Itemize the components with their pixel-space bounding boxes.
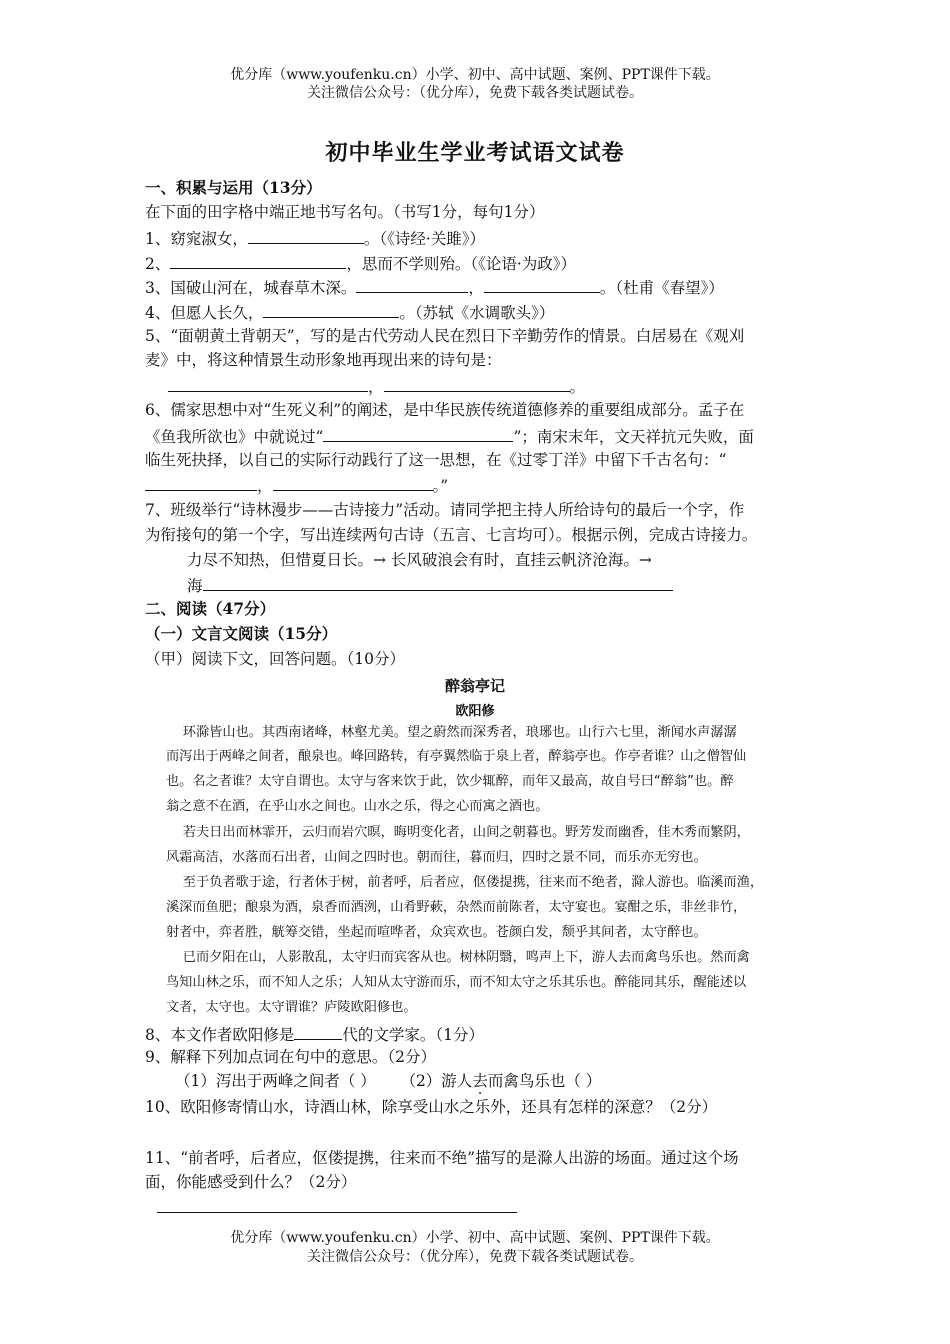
question-11-line-2: 面，你能感受到什么？（2分） (145, 1173, 357, 1191)
section-1-instruction: 在下面的田字格中端正地书写名句。（书写1分，每句1分） (145, 203, 545, 221)
passage-line: 溪深而鱼肥；酿泉为酒，泉香而酒洌，山肴野蔌，杂然而前陈者，太守宴也。宴酣之乐，非丝非竹， (166, 900, 747, 915)
question-3: 3、国破山河在，城春草木深。 ， 。（杜甫《春望》） (145, 276, 724, 298)
answer-blank[interactable] (263, 301, 399, 318)
answer-blank[interactable] (170, 252, 346, 269)
header-line-2: 关注微信公众号：（优分库），免费下载各类试题试卷。 (307, 85, 643, 101)
question-6-line-3: 临生死抉择，以自己的实际行动践行了这一思想，在《过零丁洋》中留下千古名句：“ (145, 451, 727, 469)
question-2: 2、 ，思而不学则殆。（《论语·为政》） (145, 252, 576, 274)
subsection-classical: （一）文言文阅读（15分） (145, 624, 338, 643)
passage-title: 醉翁亭记 (444, 677, 505, 695)
passage-line: 至于负者歌于途，行者休于树，前者呼，后者应，伛偻提携，往来而不绝者，滁人游也。临溪而渔， (166, 875, 764, 890)
question-10: 10、欧阳修寄情山水，诗酒山林，除享受山水之乐外，还具有怎样的深意？（2分） (145, 1098, 718, 1116)
section-2-heading: 二、阅读（47分） (145, 599, 276, 618)
answer-blank[interactable] (248, 227, 364, 244)
question-9-items: （1）泻出于两峰之间者（ ） （2）游人去而禽鸟乐也（ ） (175, 1072, 602, 1090)
footer-line-2: 关注微信公众号：（优分库），免费下载各类试题试卷。 (307, 1249, 643, 1265)
question-6-line-2: 《鱼我所欲也》中就说过“ ”；南宋末年，文天祥抗元失败，面 (145, 425, 754, 447)
footer-line-1: 优分库（www.youfenku.cn）小学、初中、高中试题、案例、PPT课件下载。 (230, 1230, 720, 1246)
passage-line: 射者中，弈者胜，觥筹交错，坐起而喧哗者，众宾欢也。苍颜白发，颓乎其间者，太守醉也。 (166, 925, 707, 940)
question-1: 1、窈窕淑女， 。（《诗经·关雎》） (145, 227, 485, 249)
question-8: 8、本文作者欧阳修是 代的文学家。（1分） (145, 1023, 484, 1045)
passage-line: 而泻出于两峰之间者，酿泉也。峰回路转，有亭翼然临于泉上者，醉翁亭也。作亭者谁？山之僧智仙 (166, 749, 747, 764)
question-9: 9、解释下列加点词在句中的意思。（2分） (145, 1048, 436, 1066)
passage-line: 翁之意不在酒，在乎山水之间也。山水之乐，得之心而寓之酒也。 (166, 799, 549, 814)
passage-line: 风霜高洁，水落而石出者，山间之四时也。朝而往，暮而归，四时之景不同，而乐亦无穷也。 (166, 850, 707, 865)
section-1-heading: 一、积累与运用（13分） (145, 178, 322, 197)
passage-author: 欧阳修 (455, 704, 495, 719)
answer-blank[interactable] (145, 474, 257, 491)
question-5-line-1: 5、“面朝黄土背朝天”，写的是古代劳动人民在烈日下辛勤劳作的情景。白居易在《观刈 (145, 327, 745, 345)
answer-blank[interactable] (168, 375, 368, 392)
emphasis-dot-char: 去 (472, 1072, 488, 1090)
passage-line: 也。名之者谁？太守自谓也。太守与客来饮于此，饮少辄醉，而年又最高，故自号曰“醉翁”也。醉 (166, 774, 734, 789)
page-title: 初中毕业生学业考试语文试卷 (325, 140, 625, 166)
answer-blank[interactable] (484, 276, 600, 293)
question-11-line-1: 11、“前者呼，后者应，伛偻提携，往来而不绝”描写的是滁人出游的场面。通过这个场 (145, 1149, 739, 1167)
passage-line: 鸟知山林之乐，而不知人之乐；人知从太守游而乐，而不知太守之乐其乐也。醉能同其乐，醒能述以 (166, 975, 747, 990)
question-6-line-4: ， 。” (145, 474, 448, 496)
passage-line: 环滁皆山也。其西南诸峰，林壑尤美。望之蔚然而深秀者，琅琊也。山行六七里，渐闻水声潺潺 (166, 725, 737, 740)
question-7-example: 力尽不知热，但惜夏日长。→ 长风破浪会有时，直挂云帆济沧海。→ (187, 551, 652, 569)
answer-blank[interactable] (273, 474, 433, 491)
question-7-line-1: 7、班级举行“诗林漫步——古诗接力”活动。请同学把主持人所给诗句的最后一个字，作 (145, 501, 745, 519)
answer-blank[interactable] (384, 375, 570, 392)
passage-line: 若夫日出而林霏开，云归而岩穴暝，晦明变化者，山间之朝暮也。野芳发而幽香，佳木秀而繁阴， (166, 825, 750, 840)
question-7-answer: 海 (187, 574, 673, 596)
question-5-answer: ， 。 (168, 375, 585, 397)
question-5-line-2: 麦》中，将这种情景生动形象地再现出来的诗句是： (145, 351, 502, 369)
answer-blank[interactable] (323, 425, 513, 442)
question-4: 4、但愿人长久， 。（苏轼《水调歌头》） (145, 301, 554, 323)
footnote-rule (157, 1212, 517, 1213)
subsection-a: （甲）阅读下文，回答问题。（10分） (145, 650, 405, 668)
answer-blank[interactable] (356, 276, 468, 293)
answer-blank[interactable] (203, 574, 673, 591)
passage-line: 文者，太守也。太守谓谁？庐陵欧阳修也。 (166, 1000, 417, 1015)
question-6-line-1: 6、儒家思想中对“生死义利”的阐述，是中华民族传统道德修养的重要组成部分。孟子在 (145, 401, 745, 419)
header-line-1: 优分库（www.youfenku.cn）小学、初中、高中试题、案例、PPT课件下载。 (230, 67, 720, 83)
question-7-line-2: 为衔接句的第一个字，写出连续两句古诗（五言、七言均可）。根据示例，完成古诗接力。 (145, 526, 758, 544)
question-9-item-1: （1）泻出于两峰之间者（ ） (175, 1072, 376, 1090)
answer-blank[interactable] (294, 1023, 342, 1040)
passage-line: 已而夕阳在山，人影散乱，太守归而宾客从也。树林阴翳，鸣声上下，游人去而禽鸟乐也。然而禽 (166, 950, 750, 965)
